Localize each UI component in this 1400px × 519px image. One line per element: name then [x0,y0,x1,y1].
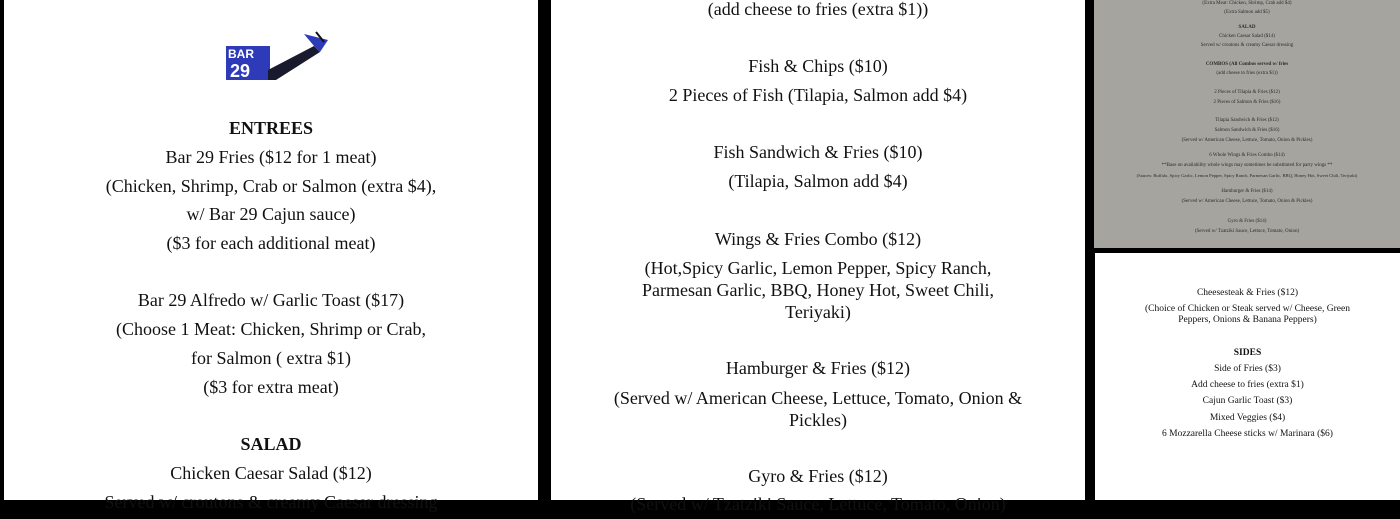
photo-menu-line: Gyro & Fries ($14) [1227,219,1267,224]
gyro-name: Gyro & Fries ($12) [748,466,888,486]
fries-item-desc: ($3 for each additional meat) [166,233,376,253]
salad-item-desc: Served w/ croutons & creamy Caesar dressing [104,492,438,512]
side-item: Mixed Veggies ($4) [1209,413,1286,423]
cheesesteak-name: Cheesesteak & Fries ($12) [1196,288,1299,298]
photo-menu-line: Hamburger & Fries ($14) [1221,189,1273,194]
alfredo-item-desc: for Salmon ( extra $1) [191,348,351,368]
fish-sandwich-name: Fish Sandwich & Fries ($10) [713,142,923,162]
bar29-logo [224,30,334,88]
alfredo-item-desc: ($3 for extra meat) [203,377,339,397]
cheese-note: (add cheese to fries (extra $1)) [707,0,929,19]
menu-page-middle [551,0,1085,514]
fries-item-desc: w/ Bar 29 Cajun sauce) [186,204,356,224]
photo-menu-heading: SALAD [1238,25,1256,30]
photo-menu-line: (Extra Salmon add $5) [1224,10,1270,15]
salad-item-name: Chicken Caesar Salad ($12) [170,463,372,483]
logo-text-29: 29 [230,61,251,81]
hamburger-desc: (Served w/ American Cheese, Lettuce, Tomato, Onion & Pickles) [613,388,1023,430]
fries-item-name: Bar 29 Fries ($12 for 1 meat) [165,147,377,167]
photo-menu-line: 2 Pieces of Tilapia & Fries ($12) [1214,90,1280,95]
fish-chips-desc: 2 Pieces of Fish (Tilapia, Salmon add $4) [668,85,968,105]
salad-heading: SALAD [240,434,302,454]
logo-text-bar: BAR [228,47,254,61]
photo-menu-line: (Served w/ American Cheese, Lettuce, Tomato, Onion & Pickles) [1181,138,1313,143]
photo-menu-line: (add cheese to fries (extra $1)) [1216,71,1278,76]
photo-menu-line: **Base on availability whole wings may sometimes be substituted for party wings ** [1161,163,1333,168]
side-item: 6 Mozzarella Cheese sticks w/ Marinara ($6) [1162,429,1333,439]
sides-heading: SIDES [1233,348,1262,358]
photo-menu-line: Served w/ croutons & creamy Caesar dressing [1200,43,1294,48]
alfredo-item-name: Bar 29 Alfredo w/ Garlic Toast ($17) [137,290,405,310]
photo-menu-heading: COMBOS (All Combos served w/ fries [1205,62,1289,67]
photo-menu-line: 6 Whole Wings & Fries Combo ($14) [1209,153,1285,158]
photo-menu-line: Tilapia Sandwich & Fries ($12) [1215,118,1279,123]
hamburger-name: Hamburger & Fries ($12) [725,358,911,378]
fish-sandwich-desc: (Tilapia, Salmon add $4) [728,171,908,191]
menu-photo [1094,0,1400,248]
photo-menu-line: (Sauces: Buffalo, Spicy Garlic, Lemon Pepper, Spicy Ranch, Parmesan Garlic, BBQ, Honey Hot, Sweet Chili, Teriyaki) [1136,173,1358,178]
photo-menu-line: Chicken Caesar Salad ($14) [1219,34,1275,39]
side-item: Side of Fries ($3) [1214,364,1281,374]
fries-item-desc: (Chicken, Shrimp, Crab or Salmon (extra $4), [105,176,437,196]
wings-combo-desc: (Hot,Spicy Garlic, Lemon Pepper, Spicy Ranch, Parmesan Garlic, BBQ, Honey Hot, Sweet Chili, Teriyaki) [642,258,994,322]
side-item: Add cheese to fries (extra $1) [1191,380,1304,390]
fish-chips-name: Fish & Chips ($10) [748,56,888,76]
wings-combo-name: Wings & Fries Combo ($12) [714,229,922,249]
photo-menu-line: (Served w/ American Cheese, Lettuce, Tomato, Onion & Pickles) [1181,199,1313,204]
cheesesteak-desc: (Choice of Chicken or Steak served w/ Cheese, Green Peppers, Onions & Banana Peppers) [1145,304,1350,325]
alfredo-item-desc: (Choose 1 Meat: Chicken, Shrimp or Crab, [116,319,426,339]
entrees-heading: ENTREES [228,118,314,138]
menu-page-right [1095,253,1400,500]
photo-menu-line: (Served w/ Tzatziki Sauce, Lettuce, Tomato, Onion) [1194,229,1300,234]
gyro-desc: (Served w/ Tzatziki Sauce, Lettuce, Tomato, Onion) [630,494,1006,514]
photo-menu-line: Salmon Sandwich & Fries ($16) [1214,128,1280,133]
photo-menu-line: 2 Pieces of Salmon & Fries ($16) [1213,100,1281,105]
menu-page-left [4,0,538,512]
side-item: Cajun Garlic Toast ($3) [1202,396,1293,406]
photo-menu-line: (Extra Meat: Chicken, Shrimp, Crab add $4) [1202,1,1292,6]
